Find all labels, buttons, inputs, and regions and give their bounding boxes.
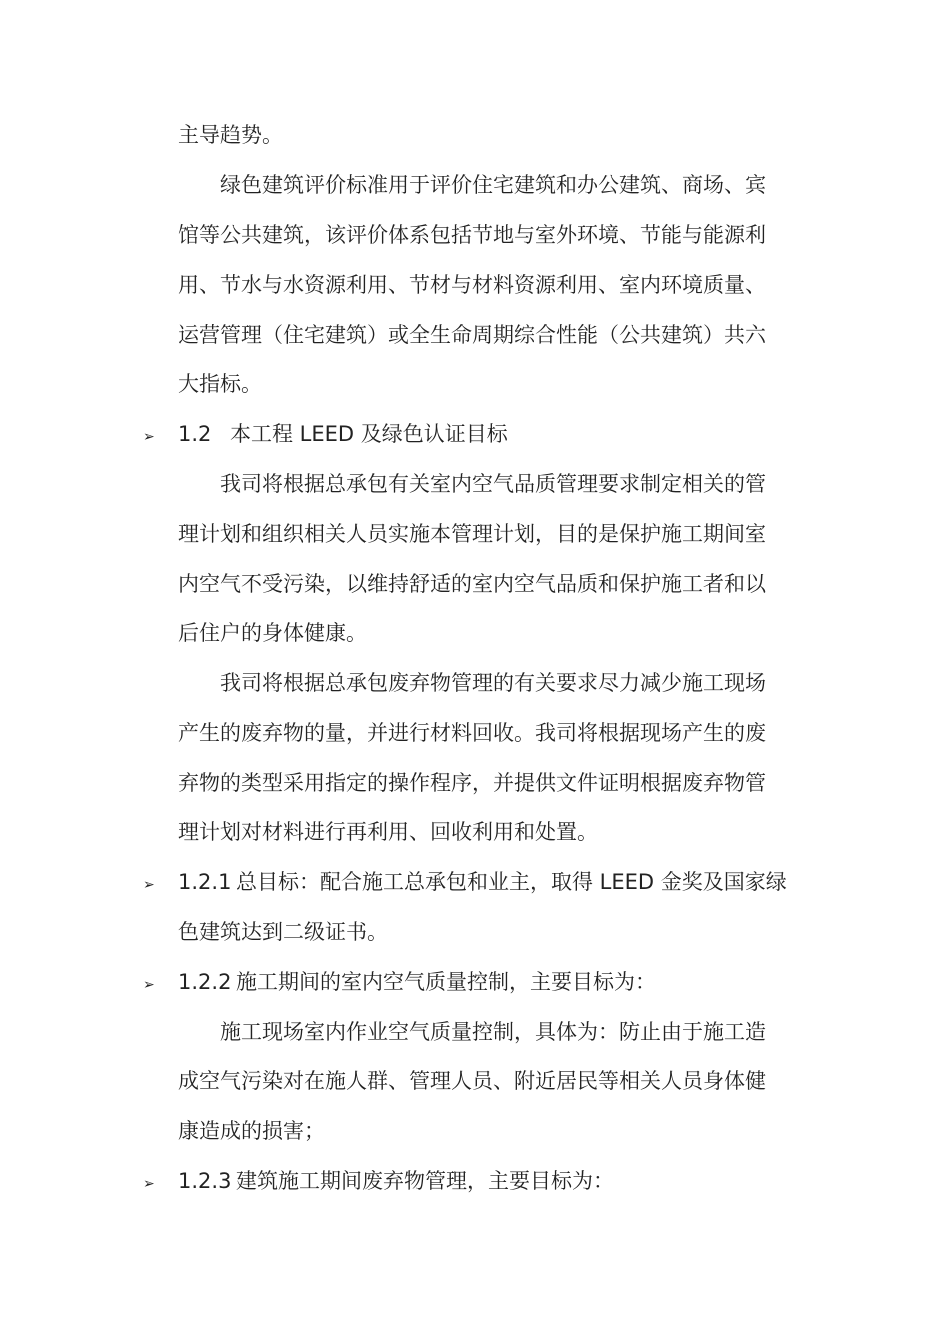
section-title: 施工期间的室内空气质量控制，主要目标为： xyxy=(236,970,656,994)
paragraph-line: 内空气不受污染，以维持舒适的室内空气品质和保护施工者和以 xyxy=(178,572,766,596)
section-heading-1-2-2 xyxy=(178,966,656,998)
paragraph-line: 理计划和组织相关人员实施本管理计划，目的是保护施工期间室 xyxy=(178,522,766,546)
paragraph-line: 馆等公共建筑，该评价体系包括节地与室外环境、节能与能源利 xyxy=(178,223,766,247)
paragraph-line: 用、节水与水资源利用、节材与材料资源利用、室内环境质量、 xyxy=(178,273,766,297)
paragraph-line: 康造成的损害； xyxy=(178,1119,325,1143)
paragraph-line: 主导趋势。 xyxy=(178,123,283,147)
paragraph-line: 我司将根据总承包有关室内空气品质管理要求制定相关的管 xyxy=(220,472,766,496)
section-number: 1.2.2 xyxy=(178,970,232,994)
paragraph-line: 理计划对材料进行再利用、回收利用和处置。 xyxy=(178,820,598,844)
paragraph-line: 成空气污染对在施人群、管理人员、附近居民等相关人员身体健 xyxy=(178,1069,766,1093)
arrow-bullet-icon: ➢ xyxy=(143,1176,155,1192)
paragraph-line: 运营管理（住宅建筑）或全生命周期综合性能（公共建筑）共六 xyxy=(178,323,766,347)
paragraph-line: 后住户的身体健康。 xyxy=(178,621,367,645)
paragraph-line: 施工现场室内作业空气质量控制，具体为：防止由于施工造 xyxy=(220,1020,766,1044)
paragraph-line: 我司将根据总承包废弃物管理的有关要求尽力减少施工现场 xyxy=(220,671,766,695)
section-number: 1.2.1 xyxy=(178,870,232,894)
section-title: 本工程 LEED 及绿色认证目标 xyxy=(230,422,508,446)
section-heading-1-2-3 xyxy=(178,1165,614,1197)
arrow-bullet-icon: ➢ xyxy=(143,877,155,893)
section-heading-1-2 xyxy=(178,418,508,450)
paragraph-line: 绿色建筑评价标准用于评价住宅建筑和办公建筑、商场、宾 xyxy=(220,173,766,197)
section-number: 1.2 xyxy=(178,422,212,446)
section-heading-1-2-1 xyxy=(178,866,787,898)
arrow-bullet-icon: ➢ xyxy=(143,977,155,993)
section-number: 1.2.3 xyxy=(178,1169,232,1193)
paragraph-line: 弃物的类型采用指定的操作程序，并提供文件证明根据废弃物管 xyxy=(178,771,766,795)
paragraph-line: 产生的废弃物的量，并进行材料回收。我司将根据现场产生的废 xyxy=(178,721,766,745)
section-title: 建筑施工期间废弃物管理，主要目标为： xyxy=(236,1169,614,1193)
section-title: 总目标：配合施工总承包和业主，取得 LEED 金奖及国家绿 xyxy=(236,870,787,894)
paragraph-line: 大指标。 xyxy=(178,372,262,396)
paragraph-line: 色建筑达到二级证书。 xyxy=(178,920,388,944)
arrow-bullet-icon: ➢ xyxy=(143,429,155,445)
